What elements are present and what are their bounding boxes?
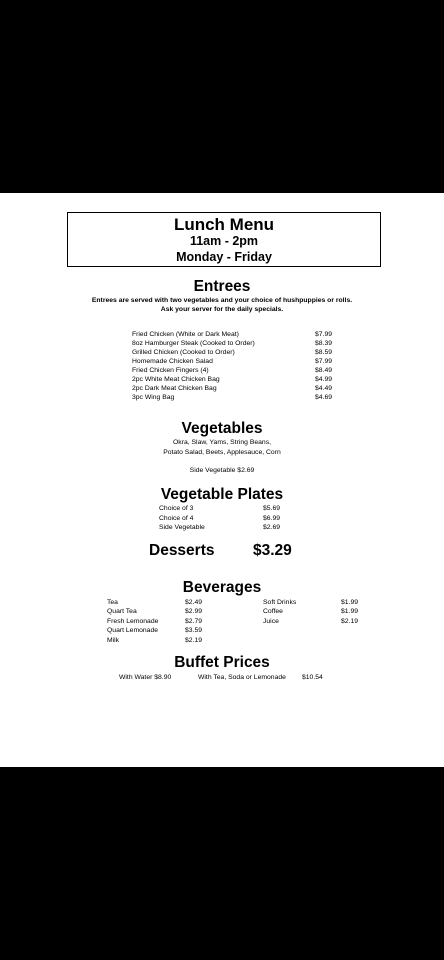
beverage-name: Quart Lemonade xyxy=(107,627,159,634)
beverage-price: $2.79 xyxy=(185,618,203,625)
plate-name: Choice of 3 xyxy=(159,505,194,512)
entree-price: $8.59 xyxy=(315,349,333,356)
plate-price: $5.69 xyxy=(263,505,281,512)
plate-name: Side Vegetable xyxy=(159,524,205,531)
beverage-name: Quart Tea xyxy=(107,608,137,615)
menu-days: Monday - Friday xyxy=(176,250,272,264)
menu-header-box xyxy=(67,212,381,267)
entree-name: Fried Chicken Fingers (4) xyxy=(132,367,209,374)
plate-price: $6.99 xyxy=(263,515,281,522)
entree-name: 8oz Hamburger Steak (Cooked to Order) xyxy=(132,340,255,347)
entree-price: $8.39 xyxy=(315,340,333,347)
buffet-other-price: $10.54 xyxy=(302,674,323,681)
vegetables-line-2: Potato Salad, Beets, Applesauce, Corn xyxy=(163,449,281,456)
buffet-title: Buffet Prices xyxy=(174,654,270,671)
vegetable-plates-title: Vegetable Plates xyxy=(160,486,284,503)
vegetables-title: Vegetables xyxy=(181,420,263,437)
beverage-price: $2.99 xyxy=(185,608,203,615)
menu-hours: 11am - 2pm xyxy=(189,234,259,248)
menu-page xyxy=(0,193,444,767)
entree-name: 2pc Dark Meat Chicken Bag xyxy=(132,385,217,392)
entree-price: $7.99 xyxy=(315,331,333,338)
entrees-title: Entrees xyxy=(193,278,251,295)
entree-name: Homemade Chicken Salad xyxy=(132,358,213,365)
desserts-title: Desserts xyxy=(149,542,215,559)
beverage-name: Fresh Lemonade xyxy=(107,618,159,625)
beverage-name: Soft Drinks xyxy=(263,599,297,606)
entrees-note-1: Entrees are served with two vegetables and your choice of hushpuppies or rolls. xyxy=(91,297,353,304)
beverage-price: $1.99 xyxy=(341,599,359,606)
plate-name: Choice of 4 xyxy=(159,515,194,522)
menu-title: Lunch Menu xyxy=(173,215,275,234)
entree-price: $7.99 xyxy=(315,358,333,365)
entree-price: $4.49 xyxy=(315,385,333,392)
side-vegetable-price: Side Vegetable $2.69 xyxy=(189,467,255,474)
beverage-price: $3.59 xyxy=(185,627,203,634)
beverage-price: $2.49 xyxy=(185,599,203,606)
entrees-note-2: Ask your server for the daily specials. xyxy=(160,306,284,313)
entree-price: $4.69 xyxy=(315,394,333,401)
beverage-name: Juice xyxy=(263,618,279,625)
beverage-price: $1.99 xyxy=(341,608,359,615)
entree-name: 2pc White Meat Chicken Bag xyxy=(132,376,220,383)
desserts-price: $3.29 xyxy=(253,542,292,559)
entree-name: Fried Chicken (White or Dark Meat) xyxy=(132,331,239,338)
beverage-price: $2.19 xyxy=(341,618,359,625)
buffet-water-price: With Water $8.90 xyxy=(119,674,172,681)
entree-name: 3pc Wing Bag xyxy=(132,394,175,401)
beverages-title: Beverages xyxy=(182,579,262,596)
entree-price: $4.99 xyxy=(315,376,333,383)
beverage-name: Coffee xyxy=(263,608,283,615)
buffet-other-label: With Tea, Soda or Lemonade xyxy=(198,674,286,681)
entree-name: Grilled Chicken (Cooked to Order) xyxy=(132,349,235,356)
plate-price: $2.69 xyxy=(263,524,281,531)
beverage-name: Milk xyxy=(107,637,120,644)
vegetables-line-1: Okra, Slaw, Yams, String Beans, xyxy=(173,439,271,446)
entree-price: $8.49 xyxy=(315,367,333,374)
beverage-price: $2.19 xyxy=(185,637,203,644)
beverage-name: Tea xyxy=(107,599,118,606)
